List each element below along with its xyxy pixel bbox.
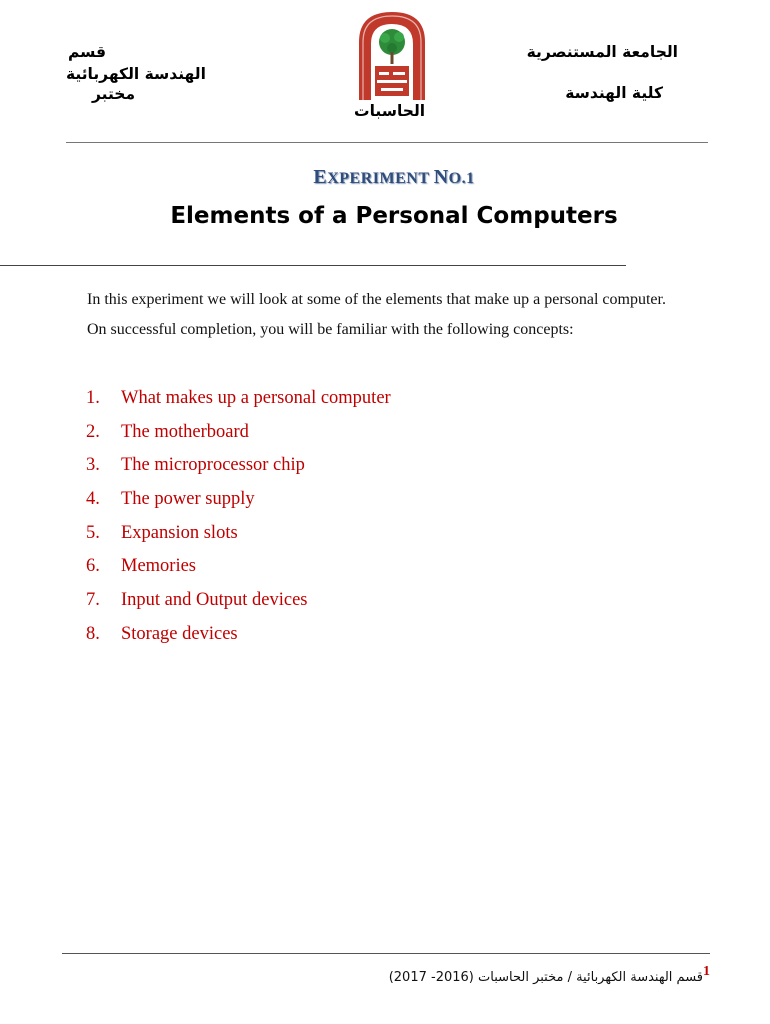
header-right-line2: كلية الهندسة	[565, 84, 663, 102]
header-center-line: الحاسبات	[354, 102, 426, 120]
list-item: 1. What makes up a personal computer	[86, 388, 391, 408]
list-item: 2. The motherboard	[86, 421, 249, 442]
list-item: 7. Input and Output devices	[86, 590, 308, 611]
page-footer	[388, 964, 710, 986]
header-left-line3: مختبر	[92, 85, 136, 103]
experiment-label: EXPERIMENT NO.1	[313, 166, 475, 188]
list-item: 4. The power supply	[86, 489, 255, 510]
title-divider	[0, 265, 626, 266]
list-item: 8. Storage devices	[86, 623, 238, 644]
header-left-line1: قسم	[68, 43, 107, 61]
college-logo-icon	[355, 8, 429, 100]
concepts-list	[86, 388, 391, 658]
header-divider	[66, 142, 708, 143]
header-right-line1: الجامعة المستنصرية	[526, 43, 678, 61]
header-left-line2: الهندسة الكهربائية	[66, 65, 206, 83]
footer-text: قسم الهندسة الكهربائية / مختبر الحاسبات (2016- 2017)	[388, 970, 703, 985]
list-item: 5. Expansion slots	[86, 522, 238, 543]
footer-divider	[62, 953, 710, 954]
list-item: 3. The microprocessor chip	[86, 455, 305, 476]
list-item: 6. Memories	[86, 556, 197, 577]
page-number: 1	[703, 964, 710, 979]
intro-paragraph: In this experiment we will look at some of the elements that make up a personal computer. On successful completion, you will be familiar with the following concepts:	[87, 291, 666, 338]
document-title: Elements of a Personal Computers	[170, 203, 618, 229]
